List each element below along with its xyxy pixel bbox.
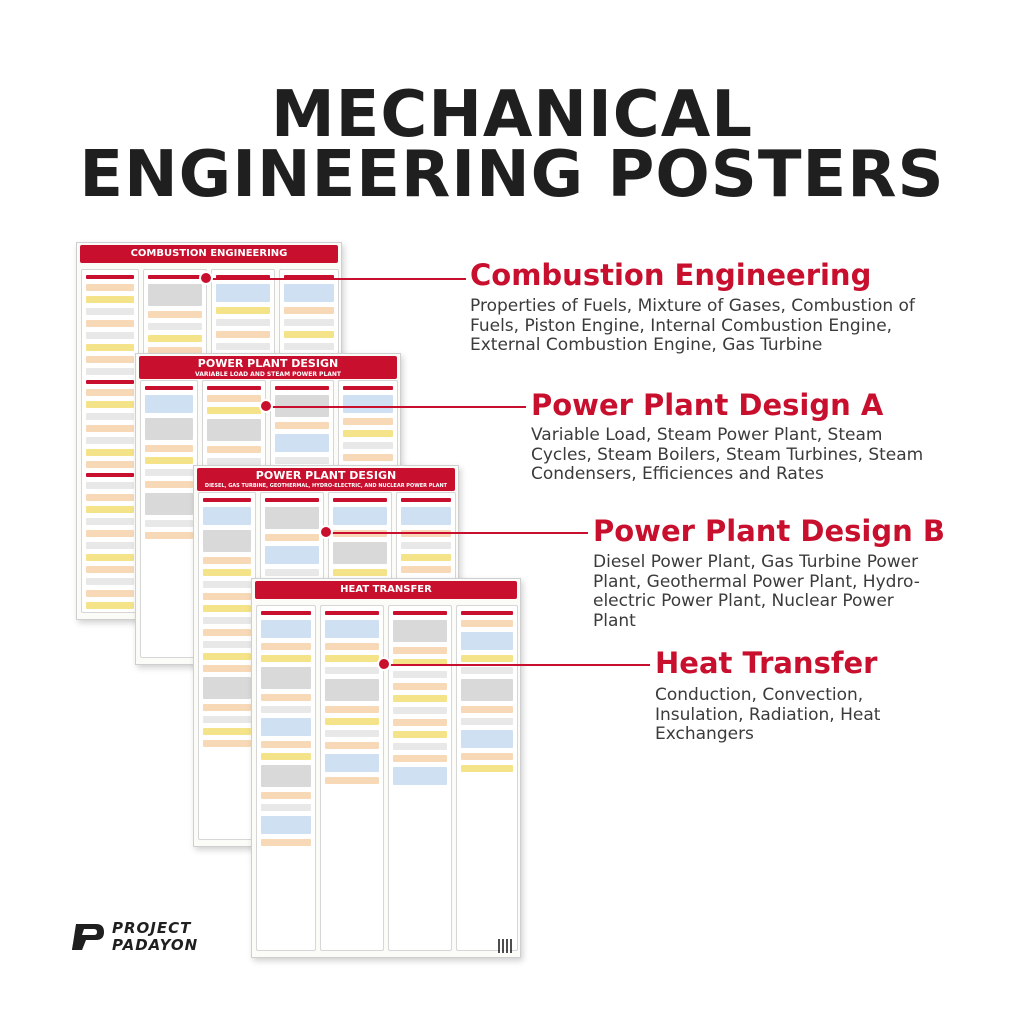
desc-line: Insulation, Radiation, Heat <box>655 704 881 725</box>
connector-line <box>388 664 650 666</box>
connector-dot <box>259 399 273 413</box>
poster-panel <box>140 380 198 658</box>
desc-line: Exchangers <box>655 724 754 744</box>
poster-header <box>197 468 455 491</box>
connector-line <box>270 406 526 408</box>
connector-dot <box>319 525 333 539</box>
poster-header-subtitle: VARIABLE LOAD AND STEAM POWER PLANT <box>194 371 342 378</box>
poster-panel <box>320 605 384 951</box>
connector-dot <box>199 271 213 285</box>
desc-line: Fuels, Piston Engine, Internal Combustion Engine, <box>470 315 893 336</box>
poster-panel <box>198 492 256 840</box>
qr-code-icon <box>498 939 512 953</box>
poster-panel <box>256 605 316 951</box>
connector-line <box>210 278 466 280</box>
poster-header: HEAT TRANSFER <box>255 581 517 599</box>
section-title-heat-transfer: Heat Transfer <box>655 646 878 680</box>
desc-line: Plant <box>593 610 636 631</box>
poster-panel <box>81 269 139 613</box>
poster-panel <box>456 605 518 951</box>
brand-text <box>112 920 198 954</box>
poster-heat-transfer <box>251 578 521 958</box>
desc-line: External Combustion Engine, Gas Turbine <box>470 335 823 355</box>
desc-line: Variable Load, Steam Power Plant, Steam <box>531 425 883 445</box>
section-title-ppd-a: Power Plant Design A <box>531 388 884 422</box>
padayon-logo-icon <box>72 922 106 952</box>
poster-header <box>139 356 397 379</box>
section-desc-heat-transfer <box>655 686 880 745</box>
poster-header-subtitle: DIESEL, GAS TURBINE, GEOTHERMAL, HYDRO-ELECTRIC, AND NUCLEAR POWER PLANT <box>204 483 448 489</box>
project-padayon-logo <box>72 918 242 958</box>
section-title-combustion: Combustion Engineering <box>470 258 872 292</box>
desc-line: Diesel Power Plant, Gas Turbine Power <box>593 552 919 572</box>
section-desc-ppd-b <box>593 553 920 631</box>
desc-line: Condensers, Efficiences and Rates <box>531 464 824 484</box>
desc-line: Plant, Geothermal Power Plant, Hydro- <box>593 571 920 592</box>
connector-dot <box>377 657 391 671</box>
poster-panel <box>388 605 452 951</box>
desc-line: Cycles, Steam Boilers, Steam Turbines, Steam <box>531 444 924 465</box>
desc-line: Conduction, Convection, <box>655 685 864 705</box>
section-title-ppd-b: Power Plant Design B <box>593 514 945 548</box>
poster-header-title: POWER PLANT DESIGN <box>255 469 397 482</box>
brand-line-1: PROJECT <box>112 919 192 937</box>
page-title-line-2: ENGINEERING POSTERS <box>79 138 945 212</box>
section-desc-ppd-a <box>531 426 923 485</box>
desc-line: electric Power Plant, Nuclear Power <box>593 591 894 611</box>
section-desc-combustion <box>470 297 915 356</box>
brand-line-2: PADAYON <box>112 936 199 954</box>
connector-line <box>330 532 588 534</box>
poster-header: COMBUSTION ENGINEERING <box>80 245 338 263</box>
page-title-line-1: MECHANICAL <box>270 78 754 152</box>
desc-line: Properties of Fuels, Mixture of Gases, Combustion of <box>470 296 915 316</box>
poster-header-title: POWER PLANT DESIGN <box>197 357 339 370</box>
